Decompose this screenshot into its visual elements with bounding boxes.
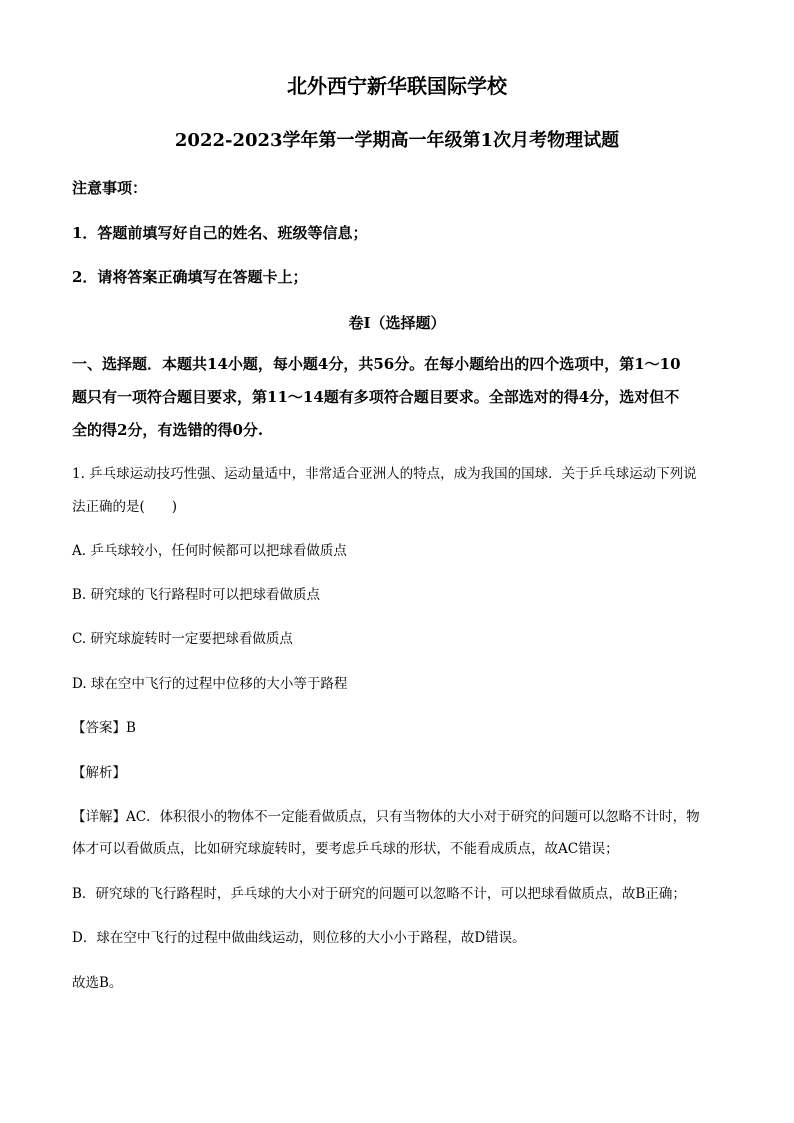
option-d: D. 球在空中飞行的过程中位移的大小等于路程 <box>72 676 348 692</box>
section-title: 卷I（选择题） <box>348 314 446 332</box>
option-a: A. 乒乓球较小，任何时候都可以把球看做质点 <box>72 543 347 559</box>
exam-title: 2022-2023学年第一学期高一年级第1次月考物理试题 <box>174 130 620 151</box>
answer-line <box>72 716 722 736</box>
section-instruction-line: 一、选择题．本题共14小题，每小题4分，共56分。在每小题给出的四个选项中，第1～10 <box>72 355 681 373</box>
detail-line: 【详解】AC．体积很小的物体不一定能看做质点，只有当物体的大小对于研究的问题可以忽略不计时，物 <box>72 809 700 825</box>
section-instruction-line: 全的得2分，有选错的得0分. <box>72 421 264 439</box>
answer-value: B <box>126 720 136 736</box>
detail-line: B．研究球的飞行路程时，乒乓球的大小对于研究的问题可以忽略不计，可以把球看做质点，故B正确； <box>72 886 686 902</box>
notice-heading: 注意事项： <box>72 179 148 197</box>
conclusion-line: 故选B。 <box>72 975 123 991</box>
notice-item: 1．答题前填写好自己的姓名、班级等信息； <box>72 224 368 242</box>
analysis-label: 【解析】 <box>72 765 126 781</box>
option-c: C. 研究球旋转时一定要把球看做质点 <box>72 631 293 647</box>
question-stem-line: 1. 乒乓球运动技巧性强、运动量适中，非常适合亚洲人的特点，成为我国的国球．关于乒乓球运动下列说 <box>72 466 697 482</box>
school-name: 北外西宁新华联国际学校 <box>287 74 507 98</box>
notice-item: 2．请将答案正确填写在答题卡上； <box>72 268 308 286</box>
detail-line: 体才可以看做质点，比如研究球旋转时，要考虑乒乓球的形状，不能看成质点，故AC错误； <box>72 841 619 857</box>
detail-line: D．球在空中飞行的过程中做曲线运动，则位移的大小小于路程，故D错误。 <box>72 930 526 946</box>
section-instruction-line: 题只有一项符合题目要求，第11～14题有多项符合题目要求。全部选对的得4分，选对但不 <box>72 388 680 406</box>
option-b: B. 研究球的飞行路程时可以把球看做质点 <box>72 587 321 603</box>
answer-label: 【答案】 <box>72 720 126 736</box>
question-stem-line: 法正确的是( ) <box>72 499 178 515</box>
